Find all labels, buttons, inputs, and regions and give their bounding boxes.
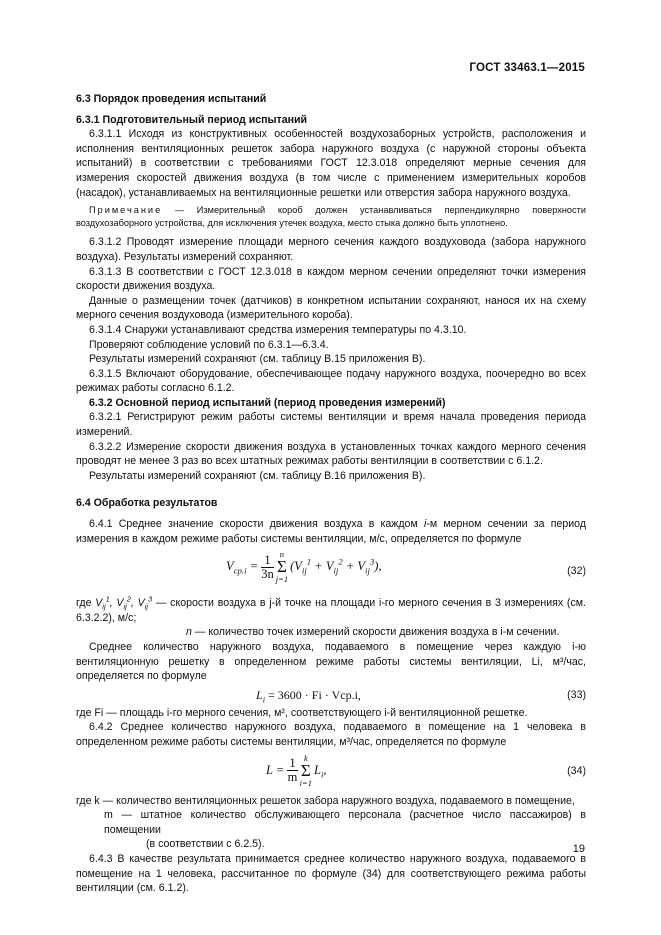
subsection-heading-6-3-1: 6.3.1 Подготовительный период испытаний <box>76 113 308 126</box>
page-number: 19 <box>572 843 585 855</box>
definition-v: где $V_{ij}^1$, $V_{ij}^2$, $V_{ij}^3$ — скорости воздуха в j-й точке на площади i-го мерного сечения в 3 измерениях (см. 6.3.2.2), м/с; <box>76 594 586 624</box>
formula-32-expression: $V_{ср.i}$ = $\frac{1}{3n}$ n Σ j=1 $(V_{ij}^1 + V_{ij}^2 + V_{ij}^3)$, <box>226 549 382 585</box>
paragraph-6-3-1-5: 6.3.1.5 Включают оборудование, обеспечивающее подачу наружного воздуха, поочередно во всех режимах работы согласно 6.1.2. <box>76 367 586 395</box>
paragraph-6-3-1-1: 6.3.1.1 Исходя из конструктивных особенностей воздухозаборных устройств, расположения и исполнения вентиляционных решеток забора наружного воздуха (с наружной стороны объекта испытаний) в соответствии с требованиями ГОСТ 12.3.018 определяют мерные сечения для измерения скоростей движения воздуха (в том числе с применением измерительных коробов (насадок), устанавливаемых на вентиляционные решетки или отверстия забора наружного воздуха. <box>76 128 586 199</box>
formula-32 <box>76 548 586 594</box>
definition-f: где Fi — площадь i-го мерного сечения, м², соответствующего i-й вентиляционной решетке. <box>76 706 528 719</box>
paragraph-6-3-1-3b: Данные о размещении точек (датчиков) в конкретном испытании сохраняют, нанося их на схему мерного сечения воздуховода (измерительного короба). <box>76 294 586 322</box>
definition-m-cont: (в соответствии с 6.2.5). <box>146 838 265 851</box>
document-body <box>76 86 586 896</box>
formula-33 <box>76 686 586 704</box>
note-text: — Измерительный короб должен устанавливаться перпендикулярно поверхности воздухозаборного устройства, для исключения утечек воздуха, место стыка должно быть уплотнено. <box>76 205 586 228</box>
paragraph-6-3-1-4b: Проверяют соблюдение условий по 6.3.1—6.3.4. <box>89 338 329 351</box>
section-heading-6-4: 6.4 Обработка результатов <box>76 497 218 510</box>
paragraph-6-3-1-2: 6.3.1.2 Проводят измерение площади мерного сечения каждого воздуховода (забора наружного воздуха). Результаты измерений сохраняют. <box>76 236 586 263</box>
formula-34 <box>76 752 586 792</box>
formula-33-number: (33) <box>567 688 586 701</box>
paragraph-6-3-2-2: 6.3.2.2 Измерение скорости движения воздуха в установленных точках каждого мерного сечения проводят не менее 3 раз во всех штатных режимах работы вентиляции в соответствии с 6.1.2. <box>76 440 586 468</box>
paragraph-6-3-2-1: 6.3.2.1 Регистрируют режим работы системы вентиляции и время начала проведения периода измерений. <box>76 411 586 439</box>
paragraph-6-3-2-2b: Результаты измерений сохраняют (см. таблицу В.16 приложения В). <box>89 469 426 482</box>
subsection-heading-6-3-2: 6.3.2 Основной период испытаний (период проведения измерений) <box>89 396 446 409</box>
paragraph-average-flow: Среднее количество наружного воздуха, подаваемого в помещение через каждую i-ю вентиляционную решетку в определенном режиме работы системы вентиляции, Li, м³/час, определяется по формуле <box>76 641 586 683</box>
paragraph-6-3-1-3: 6.3.1.3 В соответствии с ГОСТ 12.3.018 в каждом мерном сечении определяют точки измерения скорости движения воздуха. <box>76 265 586 293</box>
formula-34-expression: L = $\frac{1}{m}$ k Σ i=1 $L_i$, <box>266 752 327 788</box>
formula-32-number: (32) <box>567 565 586 578</box>
definition-k: где k — количество вентиляционных решеток забора наружного воздуха, подаваемого в помещение, <box>76 794 575 807</box>
section-heading-6-3: 6.3 Порядок проведения испытаний <box>76 93 267 105</box>
note-label: Примечание <box>89 205 163 216</box>
note <box>76 204 586 229</box>
standard-header: ГОСТ 33463.1—2015 <box>469 62 585 74</box>
paragraph-6-4-1: 6.4.1 Среднее значение скорости движения воздуха в каждом i-м мерном сечении за период измерения в каждом режиме работы системы вентиляции, м/с, определяется по формуле <box>76 518 586 545</box>
paragraph-6-3-1-4c: Результаты измерений сохраняют (см. таблицу В.15 приложения В). <box>89 353 426 366</box>
paragraph-6-3-1-4: 6.3.1.4 Снаружи устанавливают средства измерения температуры по 4.3.10. <box>89 323 467 336</box>
definition-n: n — количество точек измерений скорости движения воздуха в i-м сечении. <box>186 626 560 639</box>
paragraph-6-4-3: 6.4.3 В качестве результата принимается среднее количество наружного воздуха, подаваемого в помещение на 1 человека, рассчитанное по формуле (34) для соответствующего режима работы вентиляции (см. 6.1.2). <box>76 852 586 895</box>
definition-m: m — штатное количество обслуживающего персонала (расчетное число пассажиров) в помещении <box>104 809 586 836</box>
paragraph-6-4-2: 6.4.2 Среднее количество наружного воздуха, подаваемого в помещение на 1 человека в определенном режиме работы системы вентиляции, м³/час, определяется по формуле <box>76 721 586 748</box>
formula-33-expression: $L_i = 3600 \cdot Fi \cdot Vср.i$, <box>256 687 361 705</box>
formula-34-number: (34) <box>567 764 586 777</box>
